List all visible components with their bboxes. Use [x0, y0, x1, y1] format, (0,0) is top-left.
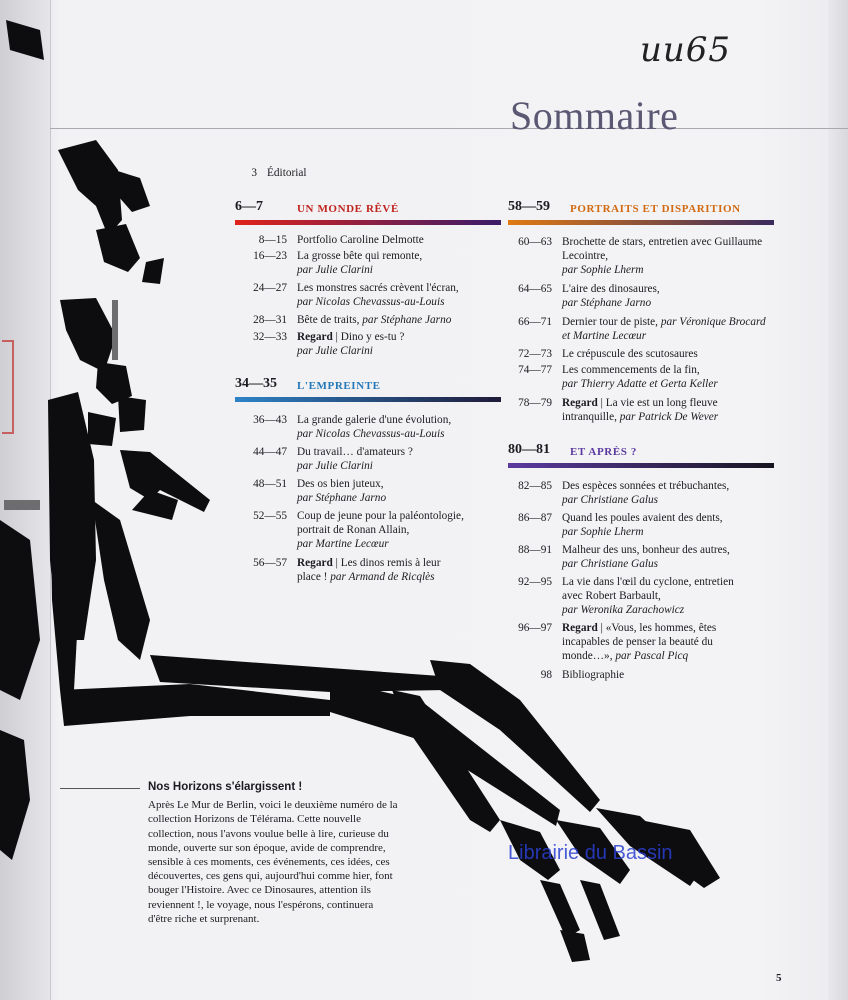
toc-page: 82—85	[518, 480, 552, 492]
toc-title: Le crépuscule des scutosaures	[562, 348, 698, 360]
section-pages: 58—59	[508, 199, 550, 214]
toc-title: Portfolio Caroline Delmotte	[297, 234, 424, 246]
toc-page: 52—55	[253, 510, 287, 522]
toc-title: Les commencements de la fin, par Thierry Adatte et Gerta Keller	[562, 364, 718, 390]
section-label: UN MONDE RÊVÉ	[297, 203, 399, 215]
section-pages: 6—7	[235, 199, 263, 214]
toc-page: 44—47	[253, 446, 287, 458]
toc-title: Dernier tour de piste, par Véronique Brocard et Martine Lecœur	[562, 316, 766, 342]
toc-title: Regard | Dino y es-tu ? par Julie Clarini	[297, 331, 405, 357]
toc-title: La grosse bête qui remonte, par Julie Clarini	[297, 250, 423, 276]
section-label: L'EMPREINTE	[297, 380, 381, 392]
toc-page: 3	[251, 167, 257, 179]
toc-page: 28—31	[253, 314, 287, 326]
toc-title: Coup de jeune pour la paléontologie, portrait de Ronan Allain, par Martine Lecœur	[297, 510, 464, 550]
toc-page: 88—91	[518, 544, 552, 556]
intro-rule	[60, 788, 140, 789]
toc-title: Les monstres sacrés crèvent l'écran, par Nicolas Chevassus-au-Louis	[297, 282, 459, 308]
toc-page: 32—33	[253, 331, 287, 343]
section-pages: 80—81	[508, 442, 550, 457]
toc-title: Bibliographie	[562, 669, 625, 681]
toc-page: 86—87	[518, 512, 552, 524]
toc-page: 8—15	[258, 234, 287, 246]
toc-page: 74—77	[518, 364, 552, 376]
handwritten-note: uu65	[640, 30, 732, 70]
toc-title: Malheur des uns, bonheur des autres, par Christiane Galus	[562, 544, 730, 570]
section-un-monde-reve[interactable]	[235, 200, 515, 230]
toc-page: 60—63	[518, 236, 552, 248]
toc-title: La grande galerie d'une évolution, par Nicolas Chevassus-au-Louis	[297, 414, 452, 440]
section-color-bar	[508, 220, 774, 225]
toc-page: 48—51	[253, 478, 287, 490]
toc-title: Des os bien juteux, par Stéphane Jarno	[297, 478, 387, 504]
section-label: PORTRAITS ET DISPARITION	[570, 203, 741, 215]
page-number: 5	[776, 972, 782, 984]
toc-title: La vie dans l'œil du cyclone, entretien avec Robert Barbault, par Weronika Zarachowicz	[562, 576, 734, 616]
page-title: Sommaire	[510, 93, 679, 138]
toc-title: Éditorial	[267, 167, 307, 179]
section-l-empreinte[interactable]	[235, 377, 515, 407]
toc-page: 56—57	[253, 557, 287, 569]
section-color-bar	[235, 397, 501, 402]
section-color-bar	[235, 220, 501, 225]
section-color-bar	[508, 463, 774, 468]
intro-heading: Nos Horizons s'élargissent !	[148, 781, 303, 793]
toc-page: 96—97	[518, 622, 552, 634]
toc-title: Regard | La vie est un long fleuve intranquille, par Patrick De Wever	[562, 397, 719, 423]
toc-page: 98	[540, 669, 552, 681]
toc-page: 24—27	[253, 282, 287, 294]
bookseller-watermark: Librairie du Bassin	[508, 842, 673, 864]
section-label: ET APRÈS ?	[570, 446, 637, 458]
toc-page: 16—23	[253, 250, 287, 262]
section-pages: 34—35	[235, 376, 277, 391]
toc-title: L'aire des dinosaures, par Stéphane Jarno	[562, 283, 660, 309]
toc-title: Regard | «Vous, les hommes, êtes incapables de penser la beauté du monde…», par Pascal Picq	[562, 622, 717, 662]
toc-page: 36—43	[253, 414, 287, 426]
toc-title: Regard | Les dinos remis à leur place ! par Armand de Ricqlès	[297, 557, 441, 583]
toc-title: Brochette de stars, entretien avec Guillaume Lecointre, par Sophie Lherm	[562, 236, 763, 276]
section-et-apres[interactable]	[508, 443, 788, 473]
intro-body: Après Le Mur de Berlin, voici le deuxième numéro de la collection Horizons de Télérama. Cette nouvelle collection, nous l'avons voulue belle à lire, curieuse du monde, ouverte sur son époque, avide de comprendre, sensible à ces moments, ces événements, ces idées, ces découvertes, ces gens qui, aujourd'hui comme hier, font bouger l'Histoire. Avec ce Dinosaures, attention ils reviennent !, le voyage, nous l'espérons, continuera d'être riche et surprenant.	[148, 799, 398, 925]
toc-page: 64—65	[518, 283, 552, 295]
section-portraits-et-disparition[interactable]	[508, 200, 788, 230]
toc-title: Du travail… d'amateurs ? par Julie Clarini	[297, 446, 413, 472]
toc-page: 92—95	[518, 576, 552, 588]
intro-box	[148, 780, 398, 926]
toc-page: 66—71	[518, 316, 552, 328]
toc-title: Quand les poules avaient des dents, par Sophie Lherm	[562, 512, 723, 538]
toc-page: 78—79	[518, 397, 552, 409]
toc-title: Des espèces sonnées et trébuchantes, par Christiane Galus	[562, 480, 730, 506]
toc-page: 72—73	[518, 348, 552, 360]
toc-title: Bête de traits, par Stéphane Jarno	[297, 314, 452, 326]
